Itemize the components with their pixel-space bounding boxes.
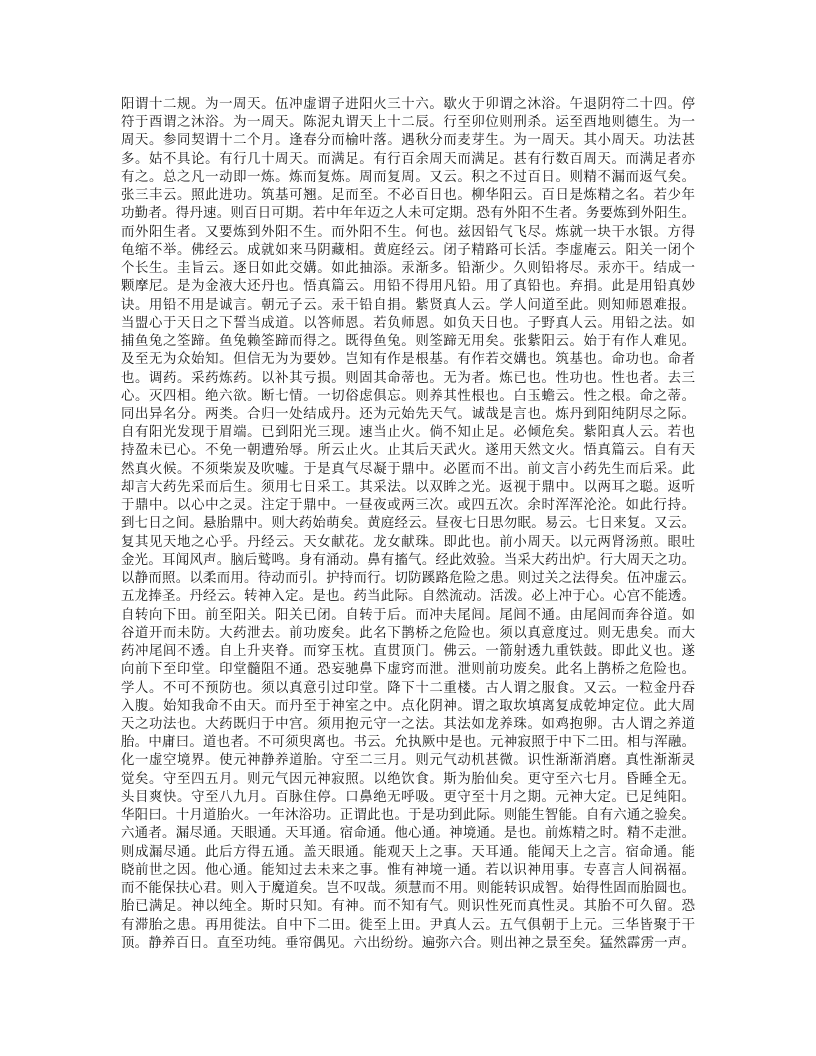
text-line: 有之。总之凡一动即一炼。炼而复炼。周而复周。又云。积之不过百日。则精不漏而返气矣。 [121, 169, 695, 185]
text-line: 入腹。始知我命不由天。而丹至于神室之中。点化阴神。谓之取坎填离复成乾坤定位。此大周 [121, 698, 695, 714]
text-line: 自有阳光发现于眉端。已到阳光三现。速当止火。倘不知止足。必倾危矣。紫阳真人云。若也 [121, 425, 695, 441]
text-line: 张三丰云。照此进功。筑基可翘。足而至。不必百日也。柳华阳云。百日是炼精之名。若少年 [121, 188, 695, 204]
text-line: 到七日之间。悬胎鼎中。则大药始萌矣。黄庭经云。昼夜七日思勿眠。易云。七日来复。又云。 [121, 516, 695, 532]
text-line: 向前下至印堂。印堂髓阻不通。恐妄驰鼻下虚窍而泄。泄则前功废矣。此名上鹊桥之危险也。 [121, 662, 695, 678]
text-line: 诀。用铅不用是诚言。朝元子云。汞干铅自捐。紫贤真人云。学人问道至此。则知师恩难报。 [121, 297, 695, 313]
text-line: 胎已满足。神以纯全。斯时只知。有神。而不知有气。则识性死而真性灵。其胎不可久留。恐 [121, 899, 695, 915]
text-line: 华阳曰。十月道胎火。一年沐浴功。正谓此也。于是功到此际。则能生智能。自有六通之验矣。 [121, 808, 695, 824]
text-line: 六通者。漏尽通。天眼通。天耳通。宿命通。他心通。神境通。是也。前炼精之时。精不走泄。 [121, 826, 695, 842]
text-line: 觉矣。守至四五月。则元气因元神寂照。以绝饮食。斯为胎仙矣。更守至六七月。昏睡全无。 [121, 771, 695, 787]
text-line: 及至无为众始知。但信无为为要妙。岂知有作是根基。有作若交媾也。筑基也。命功也。命者 [121, 352, 695, 368]
text-line: 阳谓十二规。为一周天。伍冲虚谓子进阳火三十六。歇火于卯谓之沐浴。午退阴符二十四。停 [121, 97, 695, 112]
text-line: 多。姑不具论。有行几十周天。而满足。有行百余周天而满足。甚有行数百周天。而满足者亦 [121, 151, 695, 167]
text-line: 顶。静养百日。直至功纯。垂帘偶见。六出纷纷。遍弥六合。则出神之景至矣。猛然霹雳一声。 [121, 935, 695, 951]
text-line: 金光。耳闻风声。脑后鹫鸣。身有涌动。鼻有搐气。经此效验。当采大药出炉。行大周天之功。 [121, 552, 695, 568]
text-line: 持盈未已心。不免一朝遭殆辱。所云止火。止其后天武火。遂用天然文火。悟真篇云。自有天 [121, 443, 695, 459]
text-line: 则成漏尽通。此后方得五通。盖天眼通。能观天上之事。天耳通。能闻天上之言。宿命通。能 [121, 844, 695, 860]
text-line: 然真火候。不须柴炭及吹嘘。于是真气尽凝于鼎中。必匿而不出。前文言小药先生而后采。此 [121, 461, 695, 477]
text-line: 天之功法也。大药既归于中宫。须用抱元守一之法。其法如龙养珠。如鸡抱卵。古人谓之养道 [121, 716, 695, 732]
text-line: 捕鱼兔之筌蹄。鱼兔赖筌蹄而得之。既得鱼兔。则筌蹄无用矣。张紫阳云。始于有作人难见。 [121, 334, 695, 350]
text-line: 当盟心于天日之下誓当成道。以答师恩。若负师恩。如负天日也。子野真人云。用铅之法。如 [121, 315, 695, 331]
text-line: 个长生。圭旨云。逐日如此交媾。如此抽添。汞渐多。铅渐少。久则铅将尽。汞亦干。结成一 [121, 261, 695, 277]
text-line: 谷道开而未防。大药泄去。前功废矣。此名下鹊桥之危险也。须以真意度过。则无患矣。而大 [121, 625, 695, 641]
text-line: 头目爽快。守至八九月。百脉住停。口鼻绝无呼吸。更守至十月之期。元神大定。已足纯阳。 [121, 789, 695, 805]
text-line: 周天。参同契谓十二个月。逢春分而榆叶落。遇秋分而麦芽生。为一周天。其小周天。功法甚 [121, 133, 695, 149]
text-line: 于鼎中。以心中之灵。注定于鼎中。一昼夜或两三次。或四五次。余时浑浑沦沦。如此行持。 [121, 498, 695, 514]
text-line: 药冲尾闾不透。自上升夹脊。而穿玉枕。直贯顶门。佛云。一箭射透九重铁鼓。即此义也。遂 [121, 644, 695, 660]
body-text [121, 96, 695, 953]
text-line: 而不能保扶心君。则入于魔道矣。岂不叹哉。须慧而不用。则能转识成智。始得性固而胎圆也。 [121, 881, 695, 897]
text-line: 自转向下田。前至阳关。阳关已闭。自转于后。而冲夫尾闾。尾闾不通。由尾闾而奔谷道。如 [121, 607, 695, 623]
text-line: 晓前世之因。他心通。能知过去未来之事。惟有神境一通。若以识神用事。专喜言人间祸福。 [121, 862, 695, 878]
text-line: 却言大药先采而后生。须用七日采工。其采法。以双眸之光。返视于鼎中。以两耳之聪。返听 [121, 479, 695, 495]
text-line: 心。灭四相。绝六欲。断七情。一切俗虑俱忘。则养其性根也。白玉蟾云。性之根。命之蒂。 [121, 388, 695, 404]
text-line: 胎。中庸曰。道也者。不可须臾离也。书云。允执厥中是也。元神寂照于中下二田。相与浑融。 [121, 735, 695, 751]
text-line: 复其见天地之心乎。丹经云。天女献花。龙女献珠。即此也。前小周天。以元两肾汤煎。眼吐 [121, 534, 695, 550]
text-line: 五龙捧圣。丹经云。转神入定。是也。药当此际。自然流动。活泼。必上冲于心。心宫不能透。 [121, 589, 695, 605]
text-line: 符于酉谓之沐浴。为一周天。陈泥丸谓天上十二辰。行至卯位则刑杀。运至酉地则德生。为一 [121, 115, 695, 131]
text-line: 也。调药。采药炼药。以补其亏损。则固其命蒂也。无为者。炼已也。性功也。性也者。去三 [121, 370, 695, 386]
text-line: 学人。不可不预防也。须以真意引过印堂。降下十二重楼。古人谓之服食。又云。一粒金丹吞 [121, 680, 695, 696]
text-line: 颗摩尼。是为金液大还丹也。悟真篇云。用铅不得用凡铅。用了真铅也。弃捐。此是用铅真妙 [121, 279, 695, 295]
text-line: 同出异名分。两类。合归一处结成丹。还为元始先天气。诚哉是言也。炼丹到阳纯阴尽之际。 [121, 406, 695, 422]
text-line: 而外阳生者。又要炼到外阳不生。而外阳不生。何也。兹因铅气飞尽。炼就一块干水银。方得 [121, 224, 695, 240]
text-line: 以静而照。以柔而用。待动而引。护持而行。切防蹊路危险之患。则过关之法得矣。伍冲虚云。 [121, 571, 695, 587]
text-line: 功勤者。得丹速。则百日可期。若中年年迈之人未可定期。恐有外阳不生者。务要炼到外阳生。 [121, 206, 695, 222]
text-line: 龟缩不举。佛经云。成就如来马阴藏相。黄庭经云。闭子精路可长活。李虚庵云。阳关一闭个 [121, 242, 695, 258]
text-line: 化一虚空境界。使元神静养道胎。守至二三月。则元气动机甚微。识性渐渐消磨。真性渐渐灵 [121, 753, 695, 769]
text-line: 有滞胎之患。再用徙法。自中下二田。徙至上田。尹真人云。五气俱朝于上元。三华皆聚于干 [121, 917, 695, 933]
